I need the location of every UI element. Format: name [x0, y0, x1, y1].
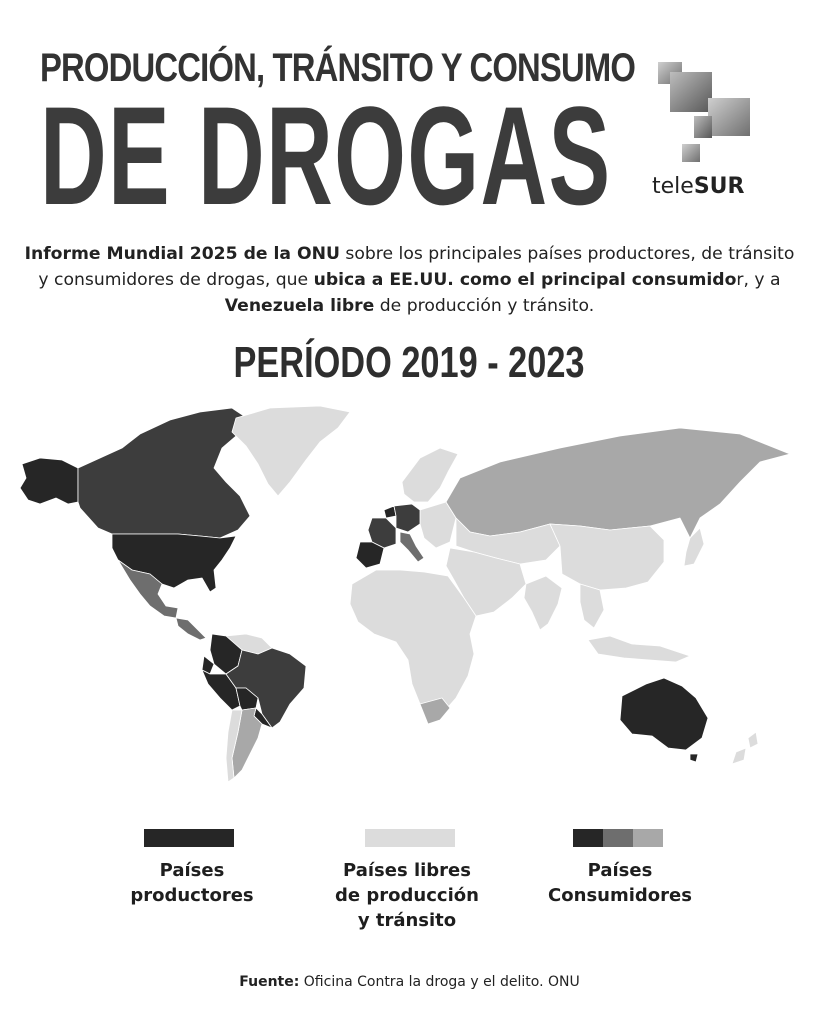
region-canada: [78, 408, 250, 538]
region-china: [550, 524, 664, 590]
telesur-wordmark: teleSUR: [652, 174, 745, 199]
region-spain: [356, 542, 384, 568]
region-indonesia: [588, 636, 690, 662]
region-russia: [446, 428, 790, 538]
region-australia: [620, 678, 708, 750]
legend-swatch-productores: [144, 829, 234, 847]
region-new-zealand: [732, 732, 758, 764]
region-usa: [112, 534, 236, 592]
legend-swatch-consumidores: [573, 829, 663, 847]
intro-paragraph: Informe Mundial 2025 de la ONU sobre los principales países productores, de tránsito y consumidores de drogas, que ubica a EE.UU. como el principal consumidor, y a Venezuela libre de producción y tránsito.: [24, 244, 795, 316]
region-japan: [684, 528, 704, 566]
region-alaska: [20, 458, 78, 504]
source-note: Fuente: Oficina Contra la droga y el delito. ONU: [239, 974, 580, 990]
legend-label-productores: Países productores: [130, 860, 254, 906]
legend-swatch-consumidores-alto: [573, 829, 603, 847]
region-greenland: [232, 406, 350, 496]
legend-swatch-libres: [365, 829, 455, 847]
legend-swatch-consumidores-bajo: [633, 829, 663, 847]
title-top: PRODUCCIÓN, TRÁNSITO Y CONSUMO: [40, 46, 636, 90]
region-central-america: [176, 618, 206, 640]
region-tasmania: [690, 754, 698, 762]
region-germany: [394, 504, 420, 532]
region-italy: [400, 532, 424, 562]
world-map: [0, 398, 819, 798]
title-main: DE DROGAS: [40, 77, 612, 234]
region-africa: [350, 570, 476, 720]
period-title: PERÍODO 2019 - 2023: [233, 338, 585, 387]
region-southeast-asia: [580, 584, 604, 628]
legend-label-consumidores: Países Consumidores: [548, 860, 692, 906]
legend-swatch-consumidores-medio: [603, 829, 633, 847]
legend-label-libres: Países libres de producción y tránsito: [335, 860, 479, 931]
region-scandinavia: [402, 448, 458, 502]
region-india: [524, 576, 562, 630]
